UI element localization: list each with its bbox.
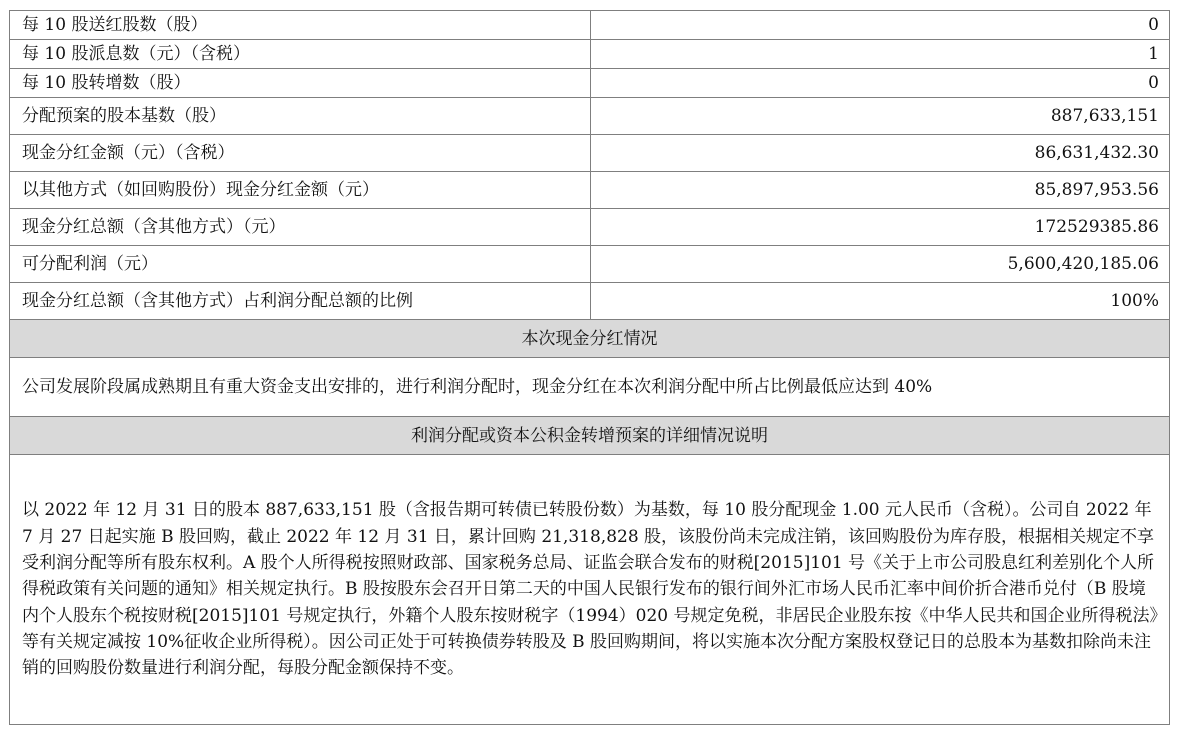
section-header-row xyxy=(10,417,1170,455)
row-value: 100% xyxy=(591,283,1170,320)
row-value: 0 xyxy=(591,69,1170,98)
row-value: 5,600,420,185.06 xyxy=(591,246,1170,283)
table-row xyxy=(10,209,1170,246)
row-label: 以其他方式（如回购股份）现金分红金额（元） xyxy=(10,172,591,209)
row-value: 86,631,432.30 xyxy=(591,135,1170,172)
table-row xyxy=(10,69,1170,98)
section-body-row xyxy=(10,358,1170,417)
section-text-distribution-details: 以 2022 年 12 月 31 日的股本 887,633,151 股（含报告期可转债已转股份数）为基数，每 10 股分配现金 1.00 元人民币（含税）。公司自 2022 年 7 月 27 日起实施 B 股回购，截止 2022 年 12 月 31 日，累计回购 21,318,828 股，该股份尚未完成注销，该回购股份为库存股，根据相关规定不享受利润分配等所有股东权利。A 股个人所得税按照财政部、国家税务总局、证监会联合发布的财税[2015]101 号《关于上市公司股息红利差别化个人所得税政策有关问题的通知》相关规定执行。B 股按股东会召开日第二天的中国人民银行发布的银行间外汇市场人民币汇率中间价折合港币兑付（B 股境内个人股东个税按财税[2015]101 号规定执行，外籍个人股东按财税字（1994）020 号规定免税，非居民企业股东按《中华人民共和国企业所得税法》等有关规定减按 10%征收企业所得税）。因公司正处于可转换债券转股及 B 股回购期间，将以实施本次分配方案股权登记日的总股本为基数扣除尚未注销的回购股份数量进行利润分配，每股分配金额保持不变。 xyxy=(10,455,1170,725)
row-label: 每 10 股派息数（元）（含税） xyxy=(10,40,591,69)
table-row xyxy=(10,98,1170,135)
row-value: 1 xyxy=(591,40,1170,69)
dividend-table-container xyxy=(9,10,1170,725)
row-label: 可分配利润（元） xyxy=(10,246,591,283)
section-title-distribution-details: 利润分配或资本公积金转增预案的详细情况说明 xyxy=(10,417,1170,455)
row-label: 每 10 股送红股数（股） xyxy=(10,11,591,40)
section-text-cash-dividend: 公司发展阶段属成熟期且有重大资金支出安排的，进行利润分配时，现金分红在本次利润分配中所占比例最低应达到 40% xyxy=(10,358,1170,417)
dividend-table xyxy=(9,10,1170,725)
section-header-row xyxy=(10,320,1170,358)
table-row xyxy=(10,40,1170,69)
row-value: 887,633,151 xyxy=(591,98,1170,135)
row-label: 现金分红金额（元）（含税） xyxy=(10,135,591,172)
table-row xyxy=(10,283,1170,320)
section-title-cash-dividend: 本次现金分红情况 xyxy=(10,320,1170,358)
table-row xyxy=(10,172,1170,209)
table-row xyxy=(10,246,1170,283)
row-value: 0 xyxy=(591,11,1170,40)
row-value: 85,897,953.56 xyxy=(591,172,1170,209)
table-row xyxy=(10,135,1170,172)
section-body-row xyxy=(10,455,1170,725)
table-row xyxy=(10,11,1170,40)
row-label: 现金分红总额（含其他方式）（元） xyxy=(10,209,591,246)
row-label: 分配预案的股本基数（股） xyxy=(10,98,591,135)
row-value: 172529385.86 xyxy=(591,209,1170,246)
row-label: 现金分红总额（含其他方式）占利润分配总额的比例 xyxy=(10,283,591,320)
row-label: 每 10 股转增数（股） xyxy=(10,69,591,98)
